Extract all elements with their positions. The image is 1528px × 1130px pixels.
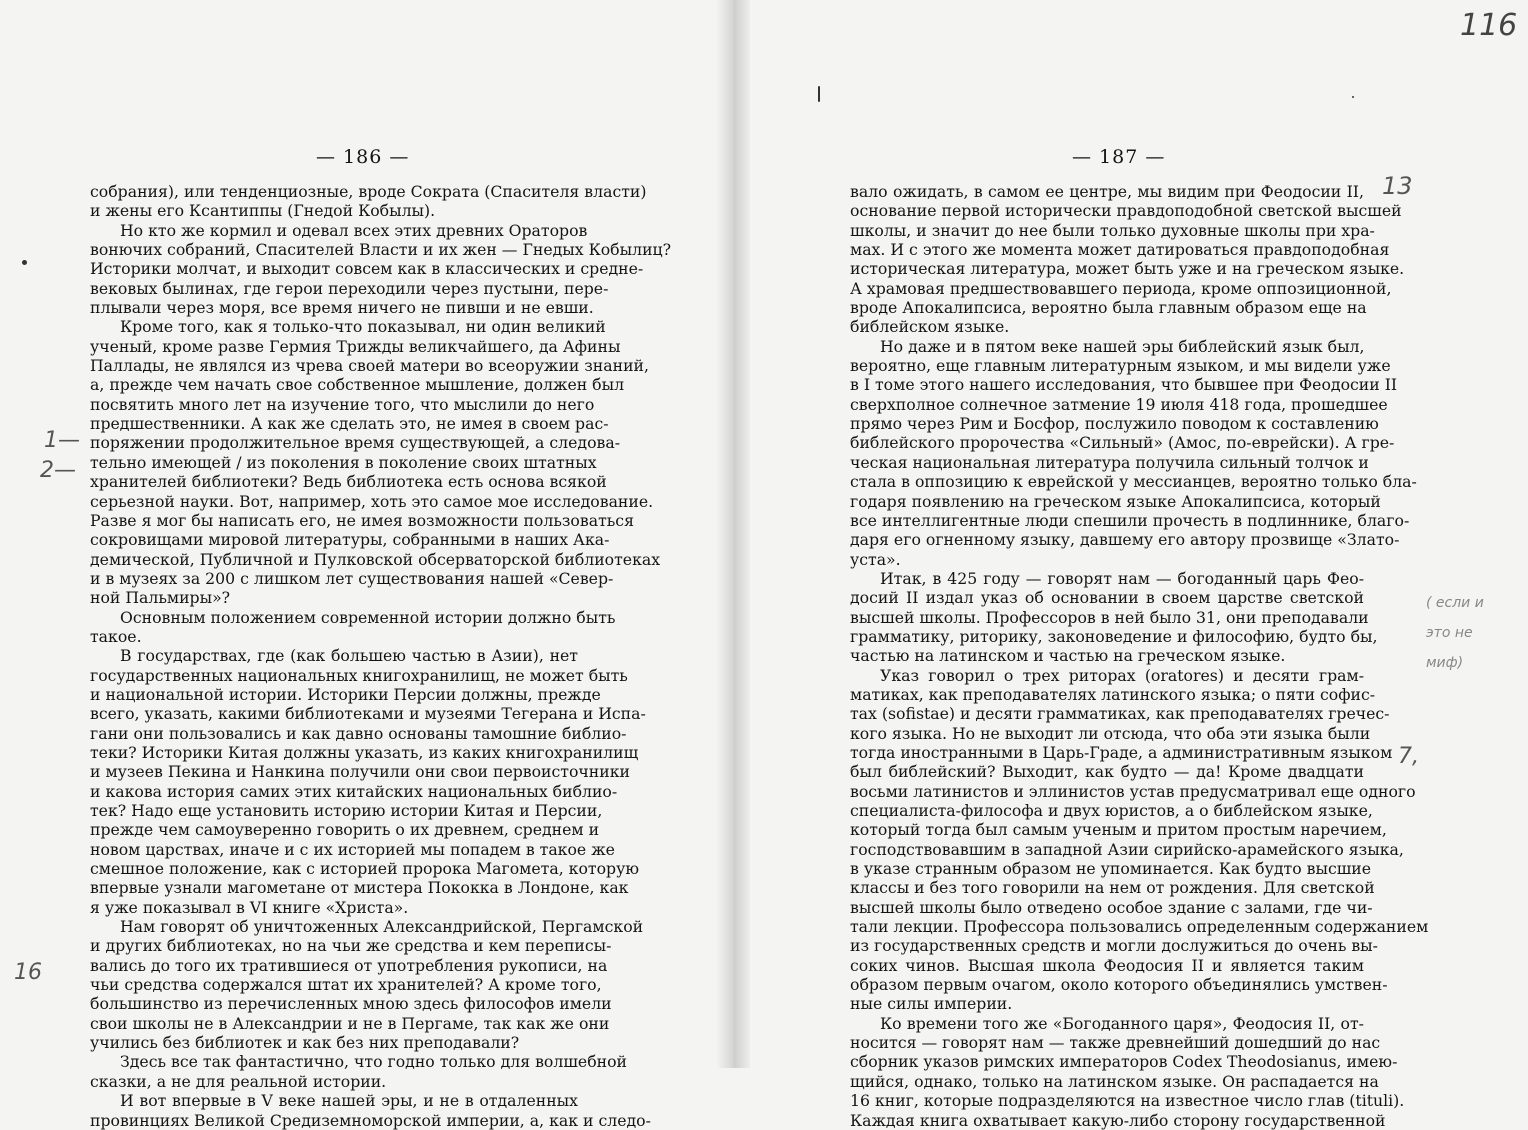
right-page-text-line: тали лекции. Профессора пользовались определенным содержанием <box>850 917 1429 937</box>
right-page-text-line: Но даже и в пятом веке нашей эры библейский язык был, <box>880 336 1365 356</box>
left-page-text-line: прежде чем самоуверенно говорить о их древнем, среднем и <box>90 820 600 840</box>
right-page-text-line: Каждая книга охватывает какую-либо сторону государственной <box>850 1110 1386 1130</box>
right-page-text-line: основание первой исторически правдоподобной светской высшей <box>850 201 1402 221</box>
left-page-text-line: гани они пользовались и как давно основаны тамошние библио- <box>90 723 627 743</box>
left-page-text-line: ной Пальмиры»? <box>90 588 231 608</box>
left-page-text-line: Нам говорят об уничтоженных Александрийской, Пергамской <box>120 917 644 937</box>
left-page-text-line: сокровищами мировой литературы, собранными в наших Ака- <box>90 530 610 550</box>
right-page-text-line: матиках, как преподавателях латинского языка; о пяти софис- <box>850 684 1376 704</box>
scan-speck <box>818 86 820 102</box>
right-page-text-line: господствовавшим в западной Азии сирийско-арамейского языка, <box>850 839 1404 859</box>
left-page-text-line: В государствах, где (как большею частью в Азии), нет <box>120 646 578 666</box>
right-page-text-line: вероятно, еще главным литературным языком, и мы видели уже <box>850 356 1391 376</box>
right-page-text-line: школы, и значит до нее были только духовные школы при хра- <box>850 220 1375 240</box>
left-page-text-line: Паллады, не являлся из чрева своей матери во всеоружии знаний, <box>90 356 649 376</box>
scan-speck <box>22 260 27 265</box>
right-page-text-line: библейском языке. <box>850 317 1010 337</box>
left-page-text-line: я уже показывал в VI книге «Христа». <box>90 897 409 917</box>
left-page-text-line: вековых былинах, где герои переходили через пустыни, пере- <box>90 278 609 298</box>
left-page-text-line: поряжении продолжительное время существующей, а следова- <box>90 433 621 453</box>
margin-note-line: это не <box>1426 625 1473 641</box>
left-page-text-line: и жены его Ксантиппы (Гнедой Кобылы). <box>90 201 436 221</box>
left-page-text-line: вонючих собраний, Спасителей Власти и их жен — Гнедых Кобылиц? <box>90 240 672 260</box>
handwritten-mark-7: 7, <box>1398 744 1419 769</box>
left-page-text-line: всего, указать, какими библиотеками и музеями Тегерана и Испа- <box>90 704 646 724</box>
left-page-text-line: и в музеях за 200 с лишком лет существования нашей «Север- <box>90 568 614 588</box>
right-page-text-line: восьми латинистов и эллинистов устав предусматривал еще одного <box>850 781 1416 801</box>
right-page-text-line: ные силы империи. <box>850 994 1013 1014</box>
left-page-text-line: впервые узнали магометане от мистера Пококка в Лондоне, как <box>90 878 629 898</box>
right-page <box>750 0 1528 1130</box>
right-page-text-line: специалиста-философа и двух юристов, а о библейском языке, <box>850 801 1373 820</box>
right-page-text-line: высшей школы. Профессоров в ней было 31, они преподавали <box>850 607 1369 627</box>
right-page-text-line: сверхполное солнечное затмение 19 июля 418 года, прошедшее <box>850 394 1388 414</box>
right-page-text-line: уста». <box>850 549 901 569</box>
left-page-text-line: чьи средства содержался штат их хранителей? А кроме того, <box>90 975 602 995</box>
right-page-text-line: кого языка. Но не выходит ли отсюда, что оба эти языка были <box>850 723 1371 743</box>
right-page-text-line: соких чинов. Высшая школа Феодосия II и является таким <box>850 955 1364 975</box>
left-page-text-line: и музеев Пекина и Нанкина получили они свои первоисточники <box>90 762 630 782</box>
right-page-text-line: библейского пророчества «Сильный» (Амос, по-еврейски). А гре- <box>850 433 1395 453</box>
right-page-text-line: вало ожидать, в самом ее центре, мы видим при Феодосии II, <box>850 182 1364 201</box>
right-page-text-line: в I томе этого нашего исследования, что бывшее при Феодосии II <box>850 375 1398 395</box>
right-page-text-line: щийся, однако, только на латинском языке. Он распадается на <box>850 1071 1379 1091</box>
right-page-text-line: 16 книг, которые подразделяются на известное число глав (tituli). <box>850 1091 1405 1111</box>
right-page-text-line: из государственных средств и могли дослужиться до очень вы- <box>850 936 1378 956</box>
left-page-text-line: предшественники. А как же сделать это, не имея в своем рас- <box>90 414 609 434</box>
right-page-text-line: историческая литература, может быть уже и на греческом языке. <box>850 259 1405 279</box>
margin-note-line: миф) <box>1426 655 1464 671</box>
margin-note-line: ( если и <box>1426 595 1484 611</box>
left-page-text-line: Историки молчат, и выходит совсем как в классических и средне- <box>90 259 644 279</box>
page-number-186: — 186 — <box>316 146 410 168</box>
right-page-text-line: классы и без того говорили на нем от рождения. Для светской <box>850 878 1375 898</box>
right-page-text-line: А храмовая предшествовавшего периода, кроме оппозиционной, <box>850 278 1392 298</box>
right-page-text-line: все интеллигентные люди спешили прочесть в подлиннике, благо- <box>850 510 1410 530</box>
right-page-text-line: грамматику, риторику, законоведение и философию, будто бы, <box>850 626 1378 646</box>
right-page-text-line: досий II издал указ об основании в своем царстве светской <box>850 588 1364 608</box>
left-page-text-line: демической, Публичной и Пулковской обсерваторской библиотеках <box>90 549 661 569</box>
right-page-text-line: Ко времени того же «Богоданного царя», Феодосия II, от- <box>880 1013 1364 1033</box>
scan-speck <box>1352 96 1354 98</box>
left-page <box>0 0 716 1130</box>
handwritten-folio-number: 116 <box>1460 8 1518 43</box>
left-page-text-line: учились без библиотек и как без них преподавали? <box>90 1033 520 1053</box>
left-page-text-line: теки? Историки Китая должны указать, из каких книгохранилищ <box>90 742 639 762</box>
left-page-text-line: и национальной истории. Историки Персии должны, прежде <box>90 684 601 704</box>
right-page-text-line: ческая национальная литература получила сильный толчок и <box>850 452 1369 472</box>
right-page-text-line: образом первым очагом, около которого объединялись умствен- <box>850 975 1388 995</box>
left-page-text-line: И вот впервые в V веке нашей эры, и не в отдаленных <box>120 1091 578 1111</box>
right-page-text-line: тогда иностранными в Царь-Граде, а административным языком <box>850 742 1393 762</box>
right-page-text-line: тах (sofistae) и десяти грамматиках, как преподавателях гречес- <box>850 704 1390 724</box>
left-page-text-line: такое. <box>90 626 142 646</box>
left-page-text-line: новом царствах, иначе и с их историей мы попадем в такое же <box>90 839 615 859</box>
left-page-text-line: а, прежде чем начать свое собственное мышление, должен был <box>90 375 625 395</box>
left-page-text-line: смешное положение, как с историей пророка Магомета, которую <box>90 859 639 879</box>
right-page-text-line: был библейский? Выходит, как будто — да! Кроме двадцати <box>850 762 1364 782</box>
right-page-text-line: прямо через Рим и Босфор, послужило поводом к составлению <box>850 414 1379 434</box>
left-page-text-line: государственных национальных книгохранилищ, не может быть <box>90 665 628 685</box>
left-page-text-line: Здесь все так фантастично, что годно только для волшебной <box>120 1052 628 1072</box>
left-page-text-line: и какова история самих этих китайских национальных библио- <box>90 781 618 801</box>
handwritten-mark-1: 1— <box>44 428 80 453</box>
left-page-text-line: свои школы не в Александрии и не в Пергаме, так как же они <box>90 1013 610 1033</box>
left-page-text-line: хранителей библиотеки? Ведь библиотека есть основа всякой <box>90 472 607 492</box>
right-page-text-line: мах. И с этого же момента может датироваться правдоподобная <box>850 240 1390 260</box>
handwritten-mark-13: 13 <box>1382 172 1413 200</box>
left-page-text-line: Кроме того, как я только-что показывал, ни один великий <box>120 317 606 337</box>
right-page-text-line: даря его огненному языку, давшему его автору прозвище «Злато- <box>850 530 1400 550</box>
right-page-text-line: частью на латинском и частью на греческом языке. <box>850 646 1286 666</box>
right-page-text-line: высшей школы было отведено особое здание с залами, где чи- <box>850 897 1373 917</box>
left-page-text-line: плывали через моря, все время ничего не пивши и не евши. <box>90 298 594 318</box>
right-page-text-line: вроде Апокалипсиса, вероятно была главным образом еще на <box>850 298 1367 318</box>
right-page-text-line: носится — говорят нам — также древнейший дошедший до нас <box>850 1033 1381 1053</box>
left-page-text-line: Но кто же кормил и одевал всех этих древних Ораторов <box>120 220 588 240</box>
left-page-text-line: тельно имеющей / из поколения в поколение своих штатных <box>90 452 597 472</box>
left-page-text-line: серьезной науки. Вот, например, хоть это самое мое исследование. <box>90 491 654 511</box>
left-page-text <box>90 182 672 1130</box>
left-page-text-line: собрания), или тенденциозные, вроде Сократа (Спасителя власти) <box>90 182 647 201</box>
handwritten-margin-note <box>1426 588 1516 678</box>
right-page-text-line: стала в оппозицию к еврейской у мессианцев, вероятно только бла- <box>850 472 1417 492</box>
left-page-text-line: сказки, а не для реальной истории. <box>90 1071 387 1091</box>
left-page-text-line: ученый, кроме разве Гермия Трижды великчайшего, да Афины <box>90 336 621 356</box>
left-page-text-line: посвятить много лет на изучение того, что мыслили до него <box>90 394 595 414</box>
left-page-text-line: Разве я мог бы написать его, не имея возможности пользоваться <box>90 510 634 530</box>
handwritten-mark-16: 16 <box>14 960 42 985</box>
right-page-text-line: Указ говорил о трех риторах (oratores) и десяти грам- <box>880 665 1364 685</box>
page-number-187: — 187 — <box>1072 146 1166 168</box>
left-page-text-line: вались до того их тратившиеся от употребления рукописи, на <box>90 955 608 975</box>
book-gutter <box>716 0 750 1068</box>
right-page-text-line: сборник указов римских императоров Codex Theodosianus, имею- <box>850 1052 1398 1072</box>
left-page-text-line: тек? Надо еще установить историю истории Китая и Персии, <box>90 801 603 820</box>
right-page-text-line: Итак, в 425 году — говорят нам — богоданный царь Фео- <box>880 568 1364 588</box>
left-page-text-line: Основным положением современной истории должно быть <box>120 607 616 627</box>
left-page-text-line: и других библиотеках, но на чьи же средства и кем переписы- <box>90 936 612 956</box>
right-page-text-line: в указе странным образом не упоминается. Как будто высшие <box>850 859 1372 879</box>
handwritten-mark-2: 2— <box>40 458 76 483</box>
right-page-text-line: годаря появлению на греческом языке Апокалипсиса, который <box>850 491 1381 511</box>
left-page-text-line: провинциях Великой Средиземноморской империи, а, как и следо- <box>90 1110 651 1130</box>
right-page-text-line: который тогда был самым ученым и притом простым наречием, <box>850 820 1387 840</box>
left-page-text-line: большинство из перечисленных мною здесь философов имели <box>90 994 612 1014</box>
